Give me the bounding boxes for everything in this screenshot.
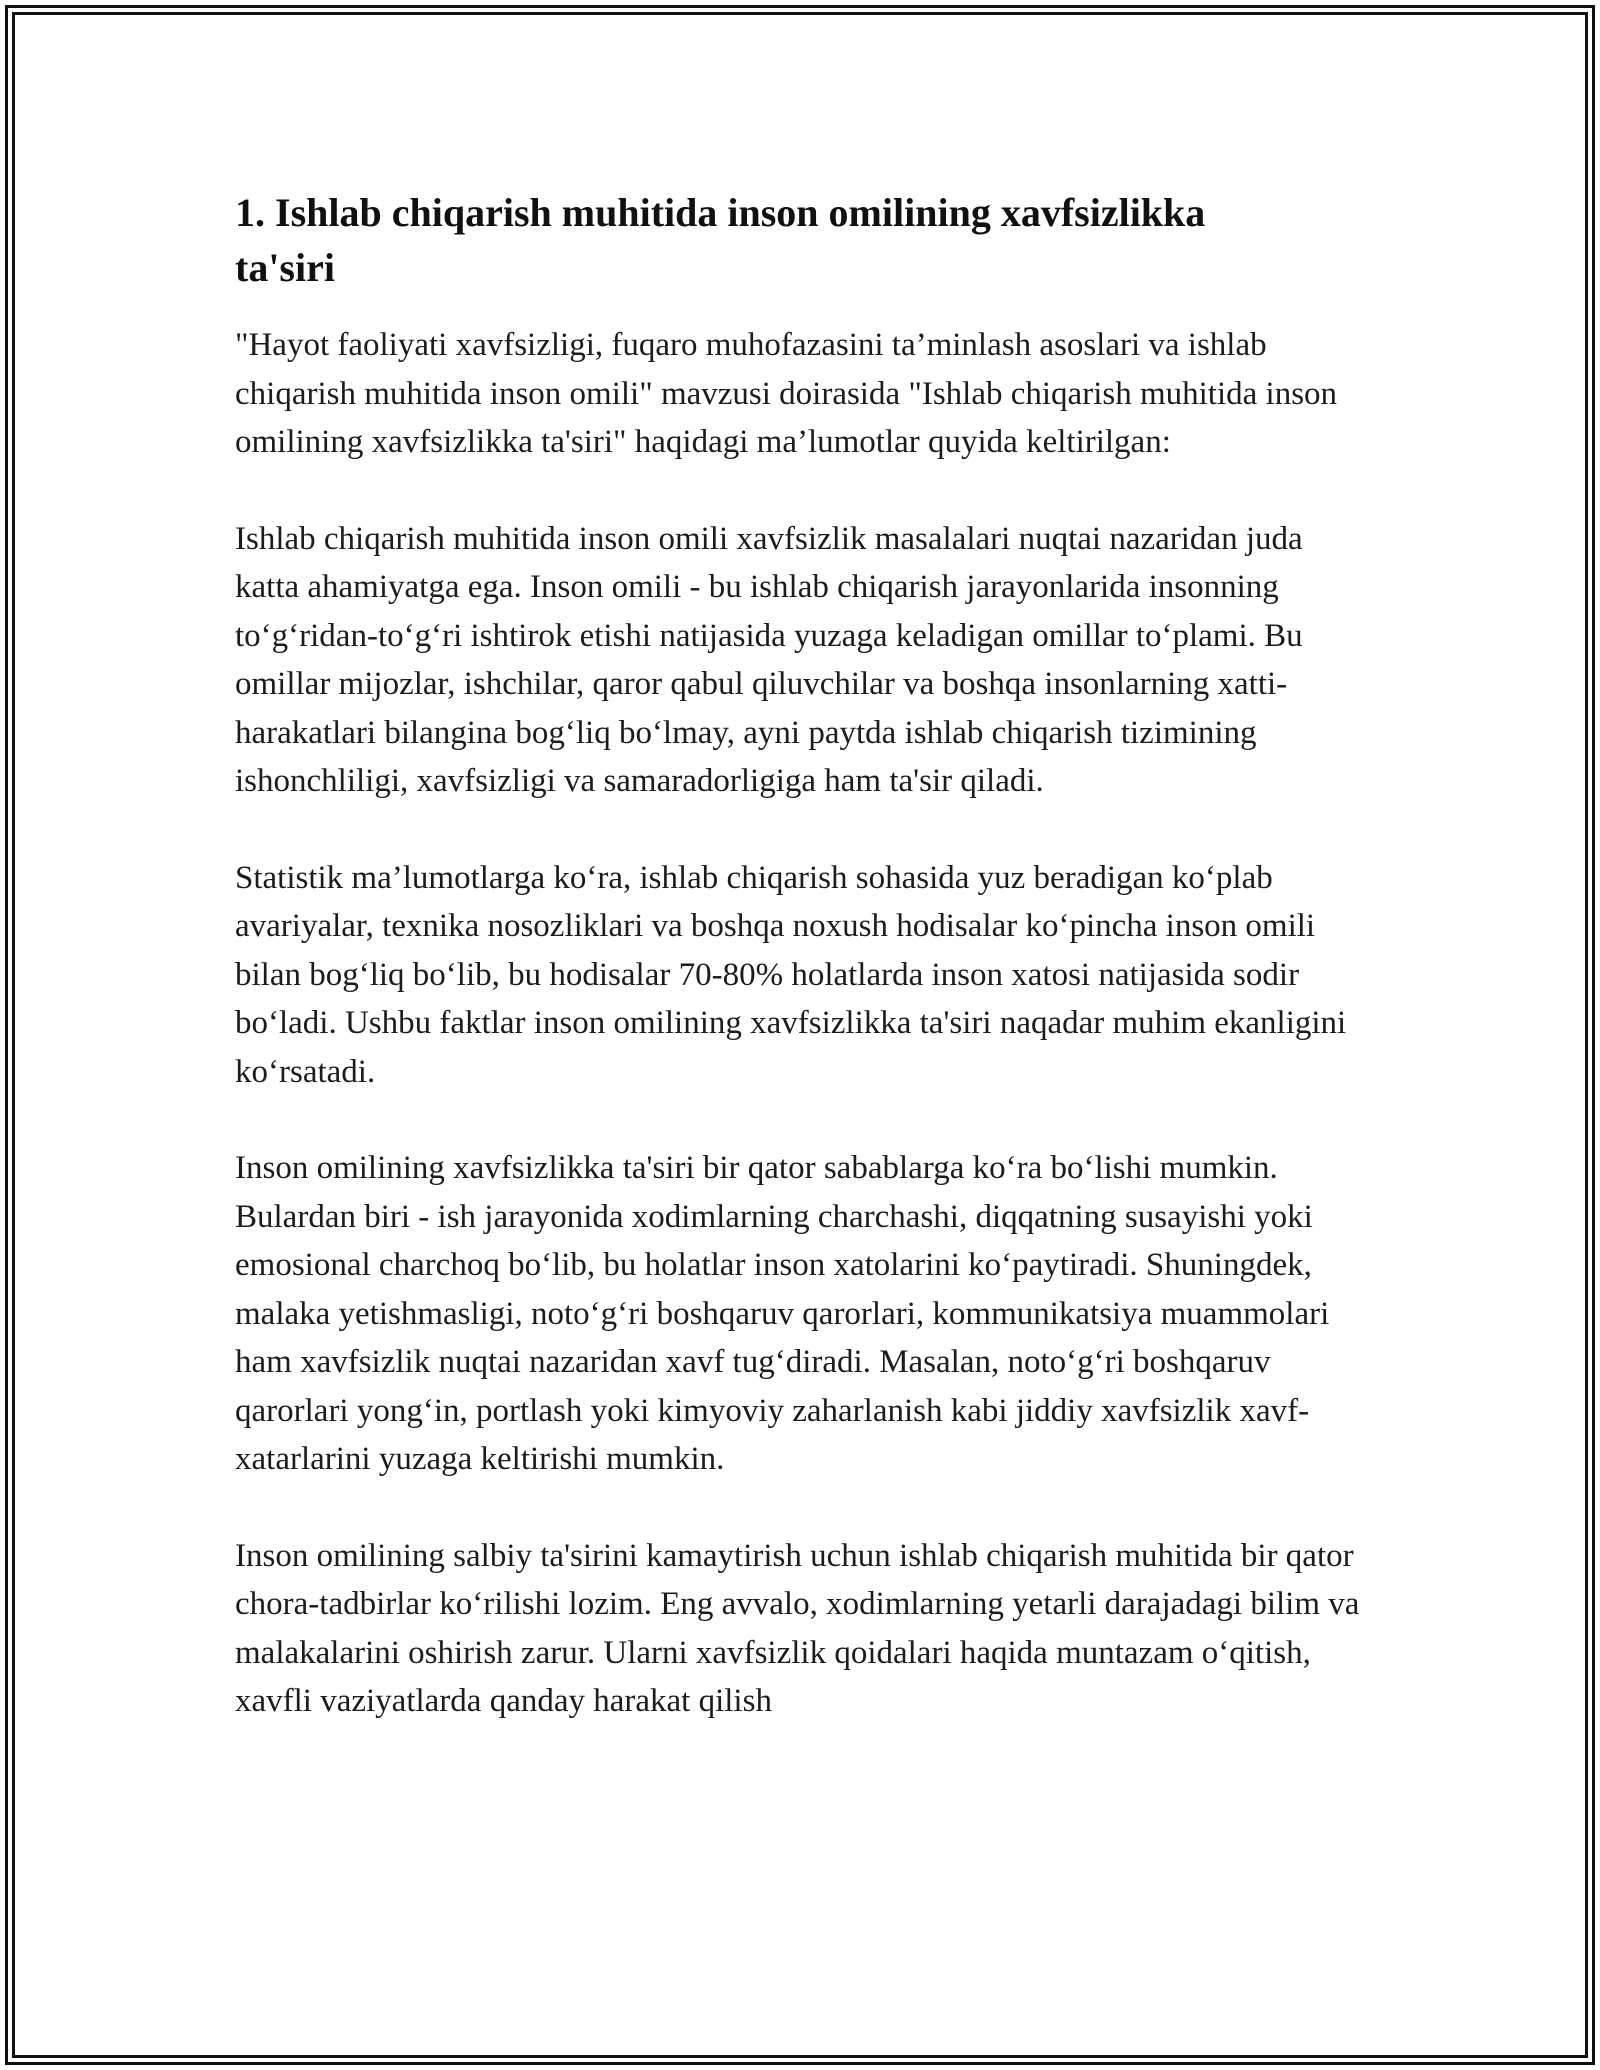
paragraph-human-factor-definition: Ishlab chiqarish muhitida inson omili xavfsizlik masalalari nuqtai nazaridan juda katta ahamiyatga ega. Inson omili - bu ishlab chiqarish jarayonlarida insonning to‘g‘ridan-to‘g‘ri ishtirok etishi natijasida yuzaga keladigan omillar to‘plami. Bu omillar mijozlar, ishchilar, qaror qabul qiluvchilar va boshqa insonlarning xatti-harakatlari bilangina bog‘liq bo‘lmay, ayni paytda ishlab chiqarish tizimining ishonchliligi, xavfsizligi va samaradorligiga ham ta'sir qiladi. — [235, 520, 1303, 799]
document-page — [235, 185, 1365, 1774]
paragraph-causes: Inson omilining xavfsizlikka ta'siri bir qator sabablarga ko‘ra bo‘lishi mumkin. Bulardan biri - ish jarayonida xodimlarning charchashi, diqqatning susayishi yoki emosional charchoq bo‘lib, bu holatlar inson xatolarini ko‘paytiradi. Shuningdek, malaka yetishmasligi, noto‘g‘ri boshqaruv qarorlari, kommunikatsiya muammolari ham xavfsizlik nuqtai nazaridan xavf tug‘diradi. Masalan, noto‘g‘ri boshqaruv qarorlari yong‘in, portlash yoki kimyoviy zaharlanish kabi jiddiy xavfsizlik xavf-xatarlarini yuzaga keltirishi mumkin. — [235, 1150, 1330, 1477]
document-title: 1. Ishlab chiqarish muhitida inson omilining xavfsizlikka ta'siri — [235, 190, 1206, 290]
paragraph-measures: Inson omilining salbiy ta'sirini kamaytirish uchun ishlab chiqarish muhitida bir qator chora-tadbirlar ko‘rilishi lozim. Eng avvalo, xodimlarning yetarli darajadagi bilim va malakalarini oshirish zarur. Ularni xavfsizlik qoidalari haqida muntazam o‘qitish, xavfli vaziyatlarda qanday harakat qilish — [235, 1537, 1360, 1719]
paragraph-intro: "Hayot faoliyati xavfsizligi, fuqaro muhofazasini ta’minlash asoslari va ishlab chiqarish muhitida inson omili" mavzusi doirasida "Ishlab chiqarish muhitida inson omilining xavfsizlikka ta'siri" haqidagi ma’lumotlar quyida keltirilgan: — [235, 327, 1338, 460]
paragraph-statistics: Statistik ma’lumotlarga ko‘ra, ishlab chiqarish sohasida yuz beradigan ko‘plab avariyalar, texnika nosozliklari va boshqa noxush hodisalar ko‘pincha inson omili bilan bog‘liq bo‘lib, bu hodisalar 70-80% holatlarda inson xatosi natijasida sodir bo‘ladi. Ushbu faktlar inson omilining xavfsizlikka ta'siri naqadar muhim ekanligini ko‘rsatadi. — [235, 859, 1347, 1090]
